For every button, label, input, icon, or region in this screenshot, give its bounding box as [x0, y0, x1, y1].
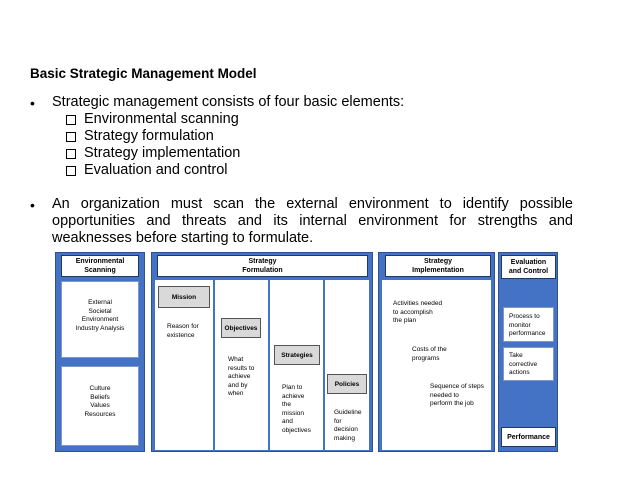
checkbox-icon [66, 149, 76, 159]
policies-box: Policies [327, 374, 367, 394]
checkbox-icon [66, 132, 76, 142]
evaluation-header: Evaluation and Control [501, 255, 556, 279]
strategies-text: Plan to achieve the mission and objectives [282, 384, 311, 434]
implementation-body: Activities needed to accomplish the plan Costs of the programs Sequence of steps needed to perform the job [382, 280, 491, 450]
divider [268, 280, 270, 450]
mission-box: Mission [158, 286, 210, 308]
bullet-text-1: Strategic management consists of four basic elements: [52, 94, 405, 110]
bullet-text-2-line3: weaknesses before starting to formulate. [52, 230, 314, 246]
internal-box: Culture Beliefs Values Resources [61, 366, 139, 446]
performance-box: Performance [501, 427, 556, 447]
element-item: Evaluation and control [66, 162, 228, 179]
monitor-box: Process to monitor performance [503, 307, 554, 342]
implementation-header: Strategy Implementation [385, 255, 491, 277]
element-item: Strategy formulation [66, 128, 214, 145]
objectives-box: Objectives [221, 318, 261, 338]
bullet-dot: • [30, 197, 35, 213]
bullet-text-2-line1: An organization must scan the external environment to identify possible [52, 196, 573, 212]
formulation-header: Strategy Formulation [157, 255, 368, 277]
mission-text: Reason for existence [167, 323, 199, 339]
checkbox-icon [66, 115, 76, 125]
bullet-text-2-line2: opportunities and threats and its internal environment for strengths and [52, 213, 573, 229]
policies-text: Guideline for decision making [334, 409, 362, 442]
divider [323, 280, 325, 450]
bullet-dot: • [30, 95, 35, 111]
page-title: Basic Strategic Management Model [30, 66, 257, 81]
corrective-box: Take corrective actions [503, 347, 554, 381]
divider [213, 280, 215, 450]
element-item: Environmental scanning [66, 111, 239, 128]
element-item: Strategy implementation [66, 145, 240, 162]
objectives-text: What results to achieve and by when [228, 356, 255, 397]
env-header: Environmental Scanning [61, 255, 139, 277]
strategies-box: Strategies [274, 345, 320, 365]
checkbox-icon [66, 166, 76, 176]
external-box: External Societal Environment Industry Analysis [61, 281, 139, 358]
